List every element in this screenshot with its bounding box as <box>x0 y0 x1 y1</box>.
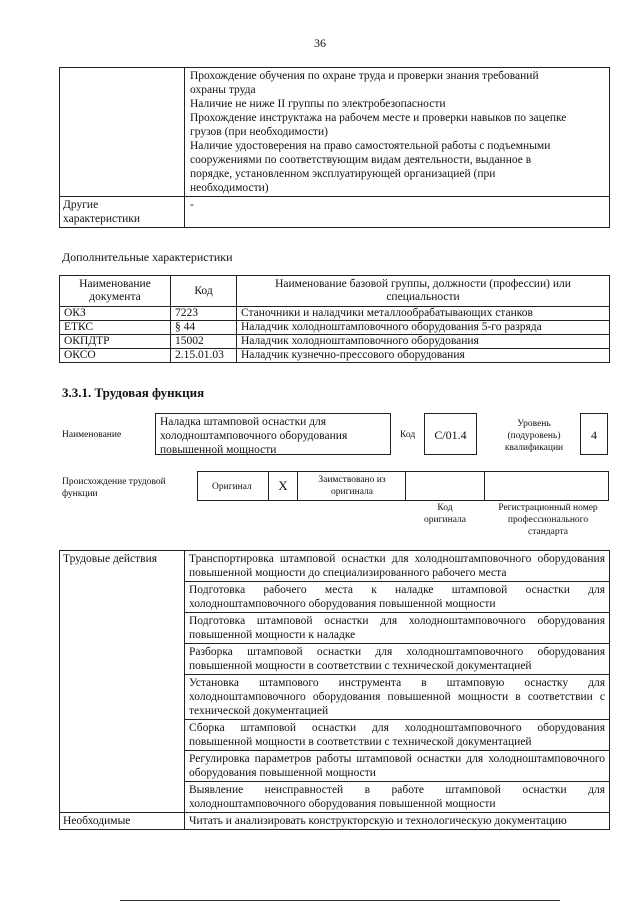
requirement-line: сооружениями по соответствующим видам деятельности, выданное в <box>190 154 532 166</box>
other-characteristics-value: - <box>185 197 610 228</box>
original-mark: X <box>268 471 298 501</box>
name-label: Наименование <box>62 430 122 440</box>
table-row: ЕТКС § 44 Наладчик холодноштамповочного оборудования 5-го разряда <box>60 321 610 335</box>
additional-characteristics-heading: Дополнительные характеристики <box>62 250 233 264</box>
reg-number-label: Регистрационный номер профессионального стандарта <box>498 503 598 537</box>
table-row: ОКПДТР 15002 Наладчик холодноштамповочного оборудования <box>60 335 610 349</box>
col-base-name: Наименование базовой группы, должности (профессии) или специальности <box>237 276 610 307</box>
function-name-box: Наладка штамповой оснастки для холодноштамповочного оборудования повышенной мощности <box>155 413 391 455</box>
requirements-table <box>59 67 610 228</box>
function-code: C/01.4 <box>424 413 477 455</box>
action-item: Разборка штамповой оснастки для холодноштамповочного оборудования повышенной мощности в соответствии с технической документацией <box>185 644 610 675</box>
requirement-line: Прохождение инструктажа на рабочем месте и проверки навыков по зацепке <box>190 112 567 124</box>
section-title: 3.3.1. Трудовая функция <box>62 385 205 400</box>
col-doc-name: Наименование документа <box>60 276 171 307</box>
other-characteristics-label: Другие характеристики <box>60 197 185 228</box>
original-label: Оригинал <box>212 482 252 492</box>
table-row: ОКЗ 7223 Станочники и наладчики металлообрабатывающих станков <box>60 307 610 321</box>
code-original-label: Код оригинала <box>424 503 466 525</box>
level-value: 4 <box>580 413 608 455</box>
requirement-line: охраны труда <box>190 84 256 96</box>
requirement-line: грузов (при необходимости) <box>190 126 328 138</box>
level-label: Уровень (подуровень) квалификации <box>504 419 564 453</box>
requirement-line: необходимости) <box>190 182 269 194</box>
page-number: 36 <box>314 36 326 50</box>
code-label: Код <box>400 430 416 440</box>
action-item: Регулировка параметров работы штамповой оснастки для холодноштамповочного оборудования повышенной мощности <box>185 751 610 782</box>
action-item: Выявление неисправностей в работе штамповой оснастки для холодноштамповочного оборудования повышенной мощности <box>185 782 610 813</box>
requirement-line: порядке, установленном эксплуатирующей организацией (при <box>190 168 496 180</box>
labor-actions-table <box>59 550 610 830</box>
action-item: Подготовка рабочего места к наладке штамповой оснастки для холодноштамповочного оборудования повышенной мощности <box>185 582 610 613</box>
table-row: ОКСО 2.15.01.03 Наладчик кузнечно-прессового оборудования <box>60 349 610 363</box>
skills-label: Необходимые <box>60 813 185 830</box>
requirement-line: Наличие удостоверения на право самостоятельной работы с подъемными <box>190 140 551 152</box>
requirements-label-cell <box>60 68 185 197</box>
code-original-box <box>405 471 485 501</box>
additional-characteristics-table <box>59 275 610 363</box>
action-item: Установка штампового инструмента в штамповую оснастку для холодноштамповочного оборудования повышенной мощности в соответствии с технической документацией <box>185 675 610 720</box>
action-item: Подготовка штамповой оснастки для холодноштамповочного оборудования повышенной мощности к наладке <box>185 613 610 644</box>
action-item: Транспортировка штамповой оснастки для холодноштамповочного оборудования повышенной мощности до специализированного рабочего места <box>185 551 610 582</box>
bottom-rule <box>120 900 560 901</box>
requirement-line: Наличие не ниже II группы по электробезопасности <box>190 98 446 110</box>
action-item: Сборка штамповой оснастки для холодноштамповочного оборудования повышенной мощности в соответствии с технической документацией <box>185 720 610 751</box>
labor-actions-label: Трудовые действия <box>60 551 185 813</box>
skill-item: Читать и анализировать конструкторскую и технологическую документацию <box>185 813 610 830</box>
requirements-cell <box>185 68 610 197</box>
origin-label: Происхождение трудовой функции <box>62 477 166 499</box>
requirement-line: Прохождение обучения по охране труда и проверки знания требований <box>190 70 539 82</box>
borrowed-label: Заимствовано из оригинала <box>318 475 386 497</box>
col-code: Код <box>171 276 237 307</box>
